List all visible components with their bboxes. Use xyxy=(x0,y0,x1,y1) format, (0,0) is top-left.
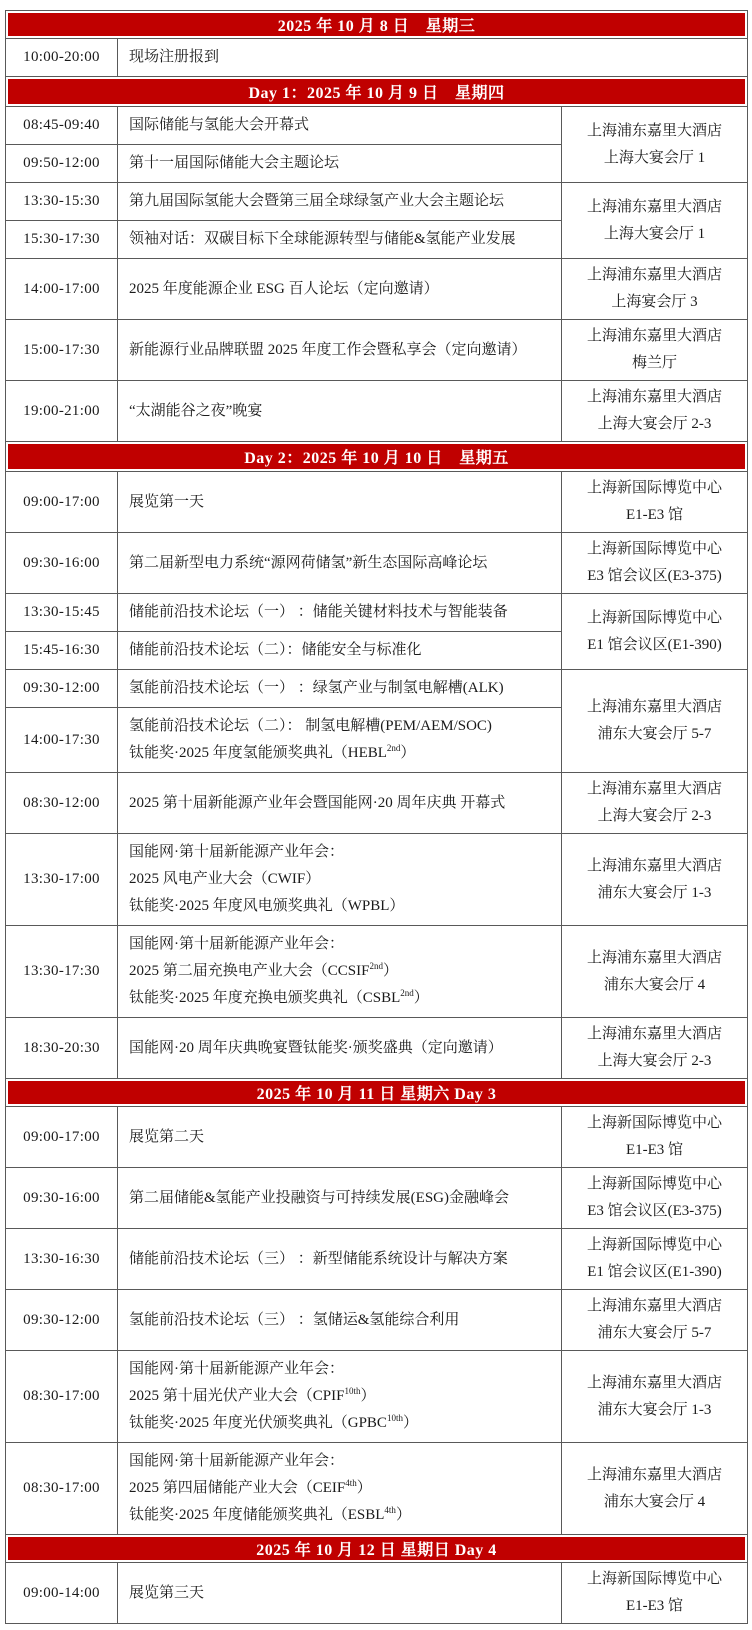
time-cell: 09:30-12:00 xyxy=(6,670,118,708)
event-cell: 国能网·第十届新能源产业年会： 2025 第四届储能产业大会$(CEIF^{4th})$ 钛能奖·2025 年度储能颁奖典礼$(ESBL^{4th})$ xyxy=(118,1443,562,1535)
time-cell: 13:30-17:00 xyxy=(6,834,118,926)
event-cell: 国能网·20 周年庆典晚宴暨钛能奖·颁奖盛典（定向邀请） xyxy=(118,1018,562,1079)
table-row xyxy=(6,472,748,533)
event-cell: 领袖对话：双碳目标下全球能源转型与储能&氢能产业发展 xyxy=(118,221,562,259)
event-cell: 现场注册报到 xyxy=(118,39,748,77)
venue-cell: 上海浦东嘉里大酒店 上海大宴会厅 2-3 xyxy=(562,381,748,442)
event-cell: 国能网·第十届新能源产业年会： 2025 第二届充换电产业大会$(CCSIF^{2nd})$ 钛能奖·2025 年度充换电颁奖典礼$(CSBL^{2nd})$ xyxy=(118,926,562,1018)
event-cell: “太湖能谷之夜”晚宴 xyxy=(118,381,562,442)
venue-cell: 上海浦东嘉里大酒店 上海大宴会厅 2-3 xyxy=(562,773,748,834)
time-cell: 09:30-16:00 xyxy=(6,1168,118,1229)
table-row xyxy=(6,1229,748,1290)
venue-cell: 上海浦东嘉里大酒店 上海大宴会厅 1 xyxy=(562,107,748,183)
event-cell: 储能前沿技术论坛（三） ：新型储能系统设计与解决方案 xyxy=(118,1229,562,1290)
venue-cell: 上海浦东嘉里大酒店 浦东大宴会厅 1-3 xyxy=(562,1351,748,1443)
day-header-row xyxy=(6,11,748,39)
time-cell: 15:30-17:30 xyxy=(6,221,118,259)
event-cell: 第九届国际氢能大会暨第三届全球绿氢产业大会主题论坛 xyxy=(118,183,562,221)
event-cell: 氢能前沿技术论坛（三） ：氢储运&氢能综合利用 xyxy=(118,1290,562,1351)
time-cell: 09:50-12:00 xyxy=(6,145,118,183)
day-header: Day 1：2025 年 10 月 9 日 星期四 xyxy=(6,77,748,107)
table-row xyxy=(6,1290,748,1351)
table-row xyxy=(6,1107,748,1168)
time-cell: 09:00-14:00 xyxy=(6,1563,118,1624)
table-row xyxy=(6,1563,748,1624)
table-row xyxy=(6,320,748,381)
event-cell: 新能源行业品牌联盟 2025 年度工作会暨私享会（定向邀请） xyxy=(118,320,562,381)
time-cell: 18:30-20:30 xyxy=(6,1018,118,1079)
event-cell: 第二届储能&氢能产业投融资与可持续发展(ESG)金融峰会 xyxy=(118,1168,562,1229)
day-header: Day 2：2025 年 10 月 10 日 星期五 xyxy=(6,442,748,472)
table-row xyxy=(6,670,748,708)
venue-cell: 上海浦东嘉里大酒店 浦东大宴会厅 5-7 xyxy=(562,1290,748,1351)
table-row xyxy=(6,533,748,594)
day-header-row xyxy=(6,1535,748,1563)
venue-cell: 上海浦东嘉里大酒店 浦东大宴会厅 1-3 xyxy=(562,834,748,926)
event-cell: 氢能前沿技术论坛（二）： 制氢电解槽(PEM/AEM/SOC) 钛能奖·2025 年度氢能颁奖典礼$(HEBL^{2nd})$ xyxy=(118,708,562,773)
venue-cell: 上海浦东嘉里大酒店 上海大宴会厅 2-3 xyxy=(562,1018,748,1079)
time-cell: 08:30-17:00 xyxy=(6,1351,118,1443)
time-cell: 14:00-17:00 xyxy=(6,259,118,320)
time-cell: 13:30-15:45 xyxy=(6,594,118,632)
time-cell: 09:30-16:00 xyxy=(6,533,118,594)
table-row xyxy=(6,1443,748,1535)
table-row xyxy=(6,773,748,834)
time-cell: 09:00-17:00 xyxy=(6,472,118,533)
venue-cell: 上海新国际博览中心 E1-E3 馆 xyxy=(562,472,748,533)
event-cell: 展览第三天 xyxy=(118,1563,562,1624)
event-cell: 展览第一天 xyxy=(118,472,562,533)
event-cell: 储能前沿技术论坛（二）：储能安全与标准化 xyxy=(118,632,562,670)
event-cell: 氢能前沿技术论坛（一） ：绿氢产业与制氢电解槽(ALK) xyxy=(118,670,562,708)
time-cell: 15:45-16:30 xyxy=(6,632,118,670)
venue-cell: 上海新国际博览中心 E1 馆会议区(E1-390) xyxy=(562,1229,748,1290)
venue-cell: 上海浦东嘉里大酒店 上海大宴会厅 1 xyxy=(562,183,748,259)
day-header: 2025 年 10 月 8 日 星期三 xyxy=(6,11,748,39)
venue-cell: 上海浦东嘉里大酒店 梅兰厅 xyxy=(562,320,748,381)
table-row xyxy=(6,1168,748,1229)
event-cell: 国际储能与氢能大会开幕式 xyxy=(118,107,562,145)
event-cell: 第十一届国际储能大会主题论坛 xyxy=(118,145,562,183)
time-cell: 08:30-17:00 xyxy=(6,1443,118,1535)
venue-cell: 上海浦东嘉里大酒店 浦东大宴会厅 4 xyxy=(562,926,748,1018)
day-header-row xyxy=(6,1079,748,1107)
table-row xyxy=(6,183,748,221)
time-cell: 13:30-17:30 xyxy=(6,926,118,1018)
venue-cell: 上海浦东嘉里大酒店 上海宴会厅 3 xyxy=(562,259,748,320)
time-cell: 13:30-16:30 xyxy=(6,1229,118,1290)
venue-cell: 上海新国际博览中心 E1-E3 馆 xyxy=(562,1107,748,1168)
table-row xyxy=(6,107,748,145)
event-cell: 展览第二天 xyxy=(118,1107,562,1168)
event-cell: 国能网·第十届新能源产业年会： 2025 第十届光伏产业大会$(CPIF^{10th})$ 钛能奖·2025 年度光伏颁奖典礼$(GPBC^{10th})$ xyxy=(118,1351,562,1443)
table-row xyxy=(6,381,748,442)
time-cell: 19:00-21:00 xyxy=(6,381,118,442)
time-cell: 14:00-17:30 xyxy=(6,708,118,773)
event-cell: 2025 年度能源企业 ESG 百人论坛（定向邀请） xyxy=(118,259,562,320)
table-row xyxy=(6,259,748,320)
schedule-table xyxy=(5,10,748,1624)
venue-cell: 上海浦东嘉里大酒店 浦东大宴会厅 5-7 xyxy=(562,670,748,773)
time-cell: 08:45-09:40 xyxy=(6,107,118,145)
day-header-row xyxy=(6,77,748,107)
event-cell: 国能网·第十届新能源产业年会： 2025 风电产业大会（CWIF） 钛能奖·2025 年度风电颁奖典礼（WPBL） xyxy=(118,834,562,926)
day-header: 2025 年 10 月 12 日 星期日 Day 4 xyxy=(6,1535,748,1563)
venue-cell: 上海新国际博览中心 E3 馆会议区(E3-375) xyxy=(562,533,748,594)
time-cell: 08:30-12:00 xyxy=(6,773,118,834)
table-row xyxy=(6,1018,748,1079)
day-header-row xyxy=(6,442,748,472)
venue-cell: 上海浦东嘉里大酒店 浦东大宴会厅 4 xyxy=(562,1443,748,1535)
venue-cell: 上海新国际博览中心 E1-E3 馆 xyxy=(562,1563,748,1624)
table-row xyxy=(6,926,748,1018)
table-row xyxy=(6,594,748,632)
venue-cell: 上海新国际博览中心 E1 馆会议区(E1-390) xyxy=(562,594,748,670)
table-row xyxy=(6,834,748,926)
event-cell: 第二届新型电力系统“源网荷储氢”新生态国际高峰论坛 xyxy=(118,533,562,594)
time-cell: 09:30-12:00 xyxy=(6,1290,118,1351)
schedule-page xyxy=(0,10,752,1624)
venue-cell: 上海新国际博览中心 E3 馆会议区(E3-375) xyxy=(562,1168,748,1229)
table-row xyxy=(6,1351,748,1443)
time-cell: 09:00-17:00 xyxy=(6,1107,118,1168)
time-cell: 10:00-20:00 xyxy=(6,39,118,77)
day-header: 2025 年 10 月 11 日 星期六 Day 3 xyxy=(6,1079,748,1107)
table-row xyxy=(6,39,748,77)
event-cell: 储能前沿技术论坛（一） ：储能关键材料技术与智能装备 xyxy=(118,594,562,632)
time-cell: 13:30-15:30 xyxy=(6,183,118,221)
event-cell: 2025 第十届新能源产业年会暨国能网·20 周年庆典 开幕式 xyxy=(118,773,562,834)
time-cell: 15:00-17:30 xyxy=(6,320,118,381)
